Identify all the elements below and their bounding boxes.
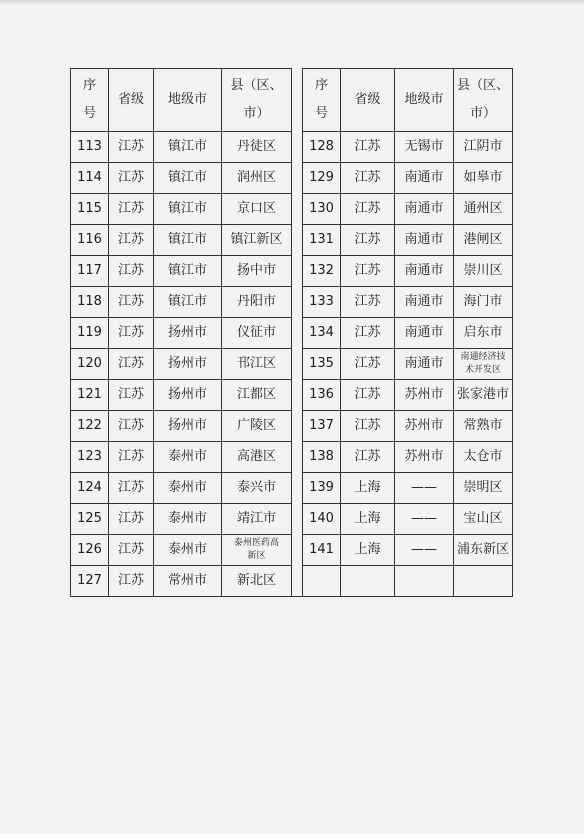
county-name-line: 术开发区 — [464, 365, 501, 375]
header-seq-right — [303, 69, 341, 132]
right-city-cell: —— — [395, 504, 454, 535]
right-seq-cell: 131 — [303, 225, 341, 256]
page-top-edge — [0, 0, 584, 6]
left-city-cell: 常州市 — [154, 566, 222, 597]
left-seq-cell: 116 — [71, 225, 109, 256]
left-county-cell: 靖江市 — [222, 504, 292, 535]
header-province-right: 省级 — [341, 69, 395, 132]
header-province-left: 省级 — [109, 69, 154, 132]
left-city-cell: 镇江市 — [154, 163, 222, 194]
table-row — [71, 287, 513, 318]
left-county-cell: 润州区 — [222, 163, 292, 194]
right-seq-cell — [303, 566, 341, 597]
right-county-cell: 如皋市 — [454, 163, 513, 194]
left-county-cell: 高港区 — [222, 442, 292, 473]
left-city-cell: 扬州市 — [154, 380, 222, 411]
header-seq-left-line1: 序 — [82, 78, 96, 93]
table-gap-column — [292, 318, 303, 349]
left-province-cell: 江苏 — [109, 566, 154, 597]
right-city-cell: 无锡市 — [395, 132, 454, 163]
header-seq-right-line1: 序 — [314, 78, 328, 93]
right-province-cell: 江苏 — [341, 287, 395, 318]
table-header-row — [71, 69, 513, 132]
header-city-right: 地级市 — [395, 69, 454, 132]
right-city-cell: 苏州市 — [395, 411, 454, 442]
left-seq-cell: 121 — [71, 380, 109, 411]
right-county-cell: 崇明区 — [454, 473, 513, 504]
county-name-line: 新区 — [247, 551, 266, 561]
right-county-cell — [454, 349, 513, 380]
table-gap-column — [292, 194, 303, 225]
left-seq-cell: 113 — [71, 132, 109, 163]
right-county-cell: 江阴市 — [454, 132, 513, 163]
table-gap-column — [292, 69, 303, 132]
right-seq-cell: 139 — [303, 473, 341, 504]
left-seq-cell: 120 — [71, 349, 109, 380]
table-row — [71, 318, 513, 349]
table-row — [71, 504, 513, 535]
left-county-cell: 扬中市 — [222, 256, 292, 287]
right-seq-cell: 140 — [303, 504, 341, 535]
left-city-cell: 镇江市 — [154, 132, 222, 163]
table-gap-column — [292, 287, 303, 318]
left-province-cell: 江苏 — [109, 256, 154, 287]
left-county-cell: 丹徒区 — [222, 132, 292, 163]
right-province-cell: 江苏 — [341, 380, 395, 411]
right-province-cell: 江苏 — [341, 256, 395, 287]
right-seq-cell: 132 — [303, 256, 341, 287]
table-row — [71, 442, 513, 473]
left-province-cell: 江苏 — [109, 504, 154, 535]
left-seq-cell: 117 — [71, 256, 109, 287]
right-county-cell: 宝山区 — [454, 504, 513, 535]
left-province-cell: 江苏 — [109, 318, 154, 349]
right-county-cell: 崇川区 — [454, 256, 513, 287]
left-city-cell: 泰州市 — [154, 473, 222, 504]
left-county-cell: 邗江区 — [222, 349, 292, 380]
left-county-cell: 泰兴市 — [222, 473, 292, 504]
table-gap-column — [292, 504, 303, 535]
left-county-cell: 丹阳市 — [222, 287, 292, 318]
left-city-cell: 泰州市 — [154, 504, 222, 535]
right-seq-cell: 130 — [303, 194, 341, 225]
left-province-cell: 江苏 — [109, 535, 154, 566]
table-row — [71, 163, 513, 194]
table-gap-column — [292, 566, 303, 597]
right-county-cell: 海门市 — [454, 287, 513, 318]
header-seq-left-line2: 号 — [82, 106, 96, 121]
left-province-cell: 江苏 — [109, 380, 154, 411]
right-city-cell: 南通市 — [395, 194, 454, 225]
right-province-cell: 江苏 — [341, 163, 395, 194]
right-province-cell: 江苏 — [341, 442, 395, 473]
right-city-cell: 苏州市 — [395, 442, 454, 473]
left-province-cell: 江苏 — [109, 442, 154, 473]
table-gap-column — [292, 535, 303, 566]
table-row — [71, 473, 513, 504]
left-city-cell: 扬州市 — [154, 349, 222, 380]
left-seq-cell: 127 — [71, 566, 109, 597]
right-seq-cell: 135 — [303, 349, 341, 380]
right-province-cell: 上海 — [341, 473, 395, 504]
left-province-cell: 江苏 — [109, 411, 154, 442]
left-county-cell: 京口区 — [222, 194, 292, 225]
left-county-cell: 仪征市 — [222, 318, 292, 349]
right-province-cell: 江苏 — [341, 318, 395, 349]
left-city-cell: 泰州市 — [154, 535, 222, 566]
header-seq-right-line2: 号 — [314, 106, 328, 121]
header-county-right — [454, 69, 513, 132]
left-city-cell: 镇江市 — [154, 225, 222, 256]
left-county-cell: 新北区 — [222, 566, 292, 597]
left-province-cell: 江苏 — [109, 194, 154, 225]
right-county-cell: 张家港市 — [454, 380, 513, 411]
left-seq-cell: 123 — [71, 442, 109, 473]
right-province-cell: 江苏 — [341, 132, 395, 163]
county-name-line: 南通经济技 — [460, 352, 506, 362]
right-county-cell: 常熟市 — [454, 411, 513, 442]
right-seq-cell: 137 — [303, 411, 341, 442]
left-seq-cell: 119 — [71, 318, 109, 349]
table-gap-column — [292, 132, 303, 163]
left-county-cell — [222, 535, 292, 566]
table-row — [71, 380, 513, 411]
table-gap-column — [292, 380, 303, 411]
left-seq-cell: 122 — [71, 411, 109, 442]
table-row — [71, 411, 513, 442]
right-province-cell: 江苏 — [341, 411, 395, 442]
right-city-cell: 南通市 — [395, 225, 454, 256]
table-row — [71, 535, 513, 566]
left-seq-cell: 118 — [71, 287, 109, 318]
left-city-cell: 镇江市 — [154, 256, 222, 287]
left-city-cell: 扬州市 — [154, 318, 222, 349]
right-province-cell: 上海 — [341, 504, 395, 535]
header-county-left-line1: 县（区、 — [230, 78, 283, 93]
table-row — [71, 194, 513, 225]
table-row — [71, 349, 513, 380]
right-seq-cell: 129 — [303, 163, 341, 194]
left-seq-cell: 126 — [71, 535, 109, 566]
right-province-cell: 江苏 — [341, 225, 395, 256]
left-seq-cell: 125 — [71, 504, 109, 535]
header-county-right-line1: 县（区、 — [456, 78, 509, 93]
table-gap-column — [292, 225, 303, 256]
right-county-cell: 启东市 — [454, 318, 513, 349]
right-province-cell: 江苏 — [341, 349, 395, 380]
right-county-cell: 通州区 — [454, 194, 513, 225]
table-gap-column — [292, 442, 303, 473]
table-row — [71, 256, 513, 287]
right-city-cell: 南通市 — [395, 349, 454, 380]
left-city-cell: 镇江市 — [154, 194, 222, 225]
right-city-cell: 苏州市 — [395, 380, 454, 411]
right-city-cell: 南通市 — [395, 256, 454, 287]
county-name-line: 泰州医药高 — [233, 538, 279, 548]
table-row — [71, 225, 513, 256]
right-city-cell — [395, 566, 454, 597]
right-seq-cell: 134 — [303, 318, 341, 349]
left-county-cell: 江都区 — [222, 380, 292, 411]
left-county-cell: 镇江新区 — [222, 225, 292, 256]
right-seq-cell: 128 — [303, 132, 341, 163]
header-city-left: 地级市 — [154, 69, 222, 132]
right-county-cell: 浦东新区 — [454, 535, 513, 566]
right-city-cell: 南通市 — [395, 318, 454, 349]
left-seq-cell: 115 — [71, 194, 109, 225]
right-county-cell — [454, 566, 513, 597]
table-gap-column — [292, 349, 303, 380]
right-county-cell: 太仓市 — [454, 442, 513, 473]
table-row — [71, 132, 513, 163]
right-seq-cell: 138 — [303, 442, 341, 473]
table-gap-column — [292, 256, 303, 287]
table-gap-column — [292, 473, 303, 504]
right-city-cell: —— — [395, 473, 454, 504]
left-province-cell: 江苏 — [109, 163, 154, 194]
left-province-cell: 江苏 — [109, 473, 154, 504]
left-city-cell: 镇江市 — [154, 287, 222, 318]
right-county-cell: 港闸区 — [454, 225, 513, 256]
header-seq-left — [71, 69, 109, 132]
right-seq-cell: 133 — [303, 287, 341, 318]
header-county-right-line2: 市） — [469, 106, 496, 121]
left-province-cell: 江苏 — [109, 287, 154, 318]
left-city-cell: 泰州市 — [154, 442, 222, 473]
left-city-cell: 扬州市 — [154, 411, 222, 442]
table-gap-column — [292, 411, 303, 442]
table-row — [71, 566, 513, 597]
table-gap-column — [292, 163, 303, 194]
left-county-cell: 广陵区 — [222, 411, 292, 442]
right-seq-cell: 136 — [303, 380, 341, 411]
right-seq-cell: 141 — [303, 535, 341, 566]
left-seq-cell: 114 — [71, 163, 109, 194]
left-seq-cell: 124 — [71, 473, 109, 504]
right-province-cell: 江苏 — [341, 194, 395, 225]
left-province-cell: 江苏 — [109, 349, 154, 380]
header-county-left — [222, 69, 292, 132]
right-province-cell — [341, 566, 395, 597]
right-city-cell: 南通市 — [395, 163, 454, 194]
right-province-cell: 上海 — [341, 535, 395, 566]
left-province-cell: 江苏 — [109, 132, 154, 163]
header-county-left-line2: 市） — [243, 106, 270, 121]
right-city-cell: 南通市 — [395, 287, 454, 318]
county-list-table — [70, 68, 513, 597]
right-city-cell: —— — [395, 535, 454, 566]
left-province-cell: 江苏 — [109, 225, 154, 256]
